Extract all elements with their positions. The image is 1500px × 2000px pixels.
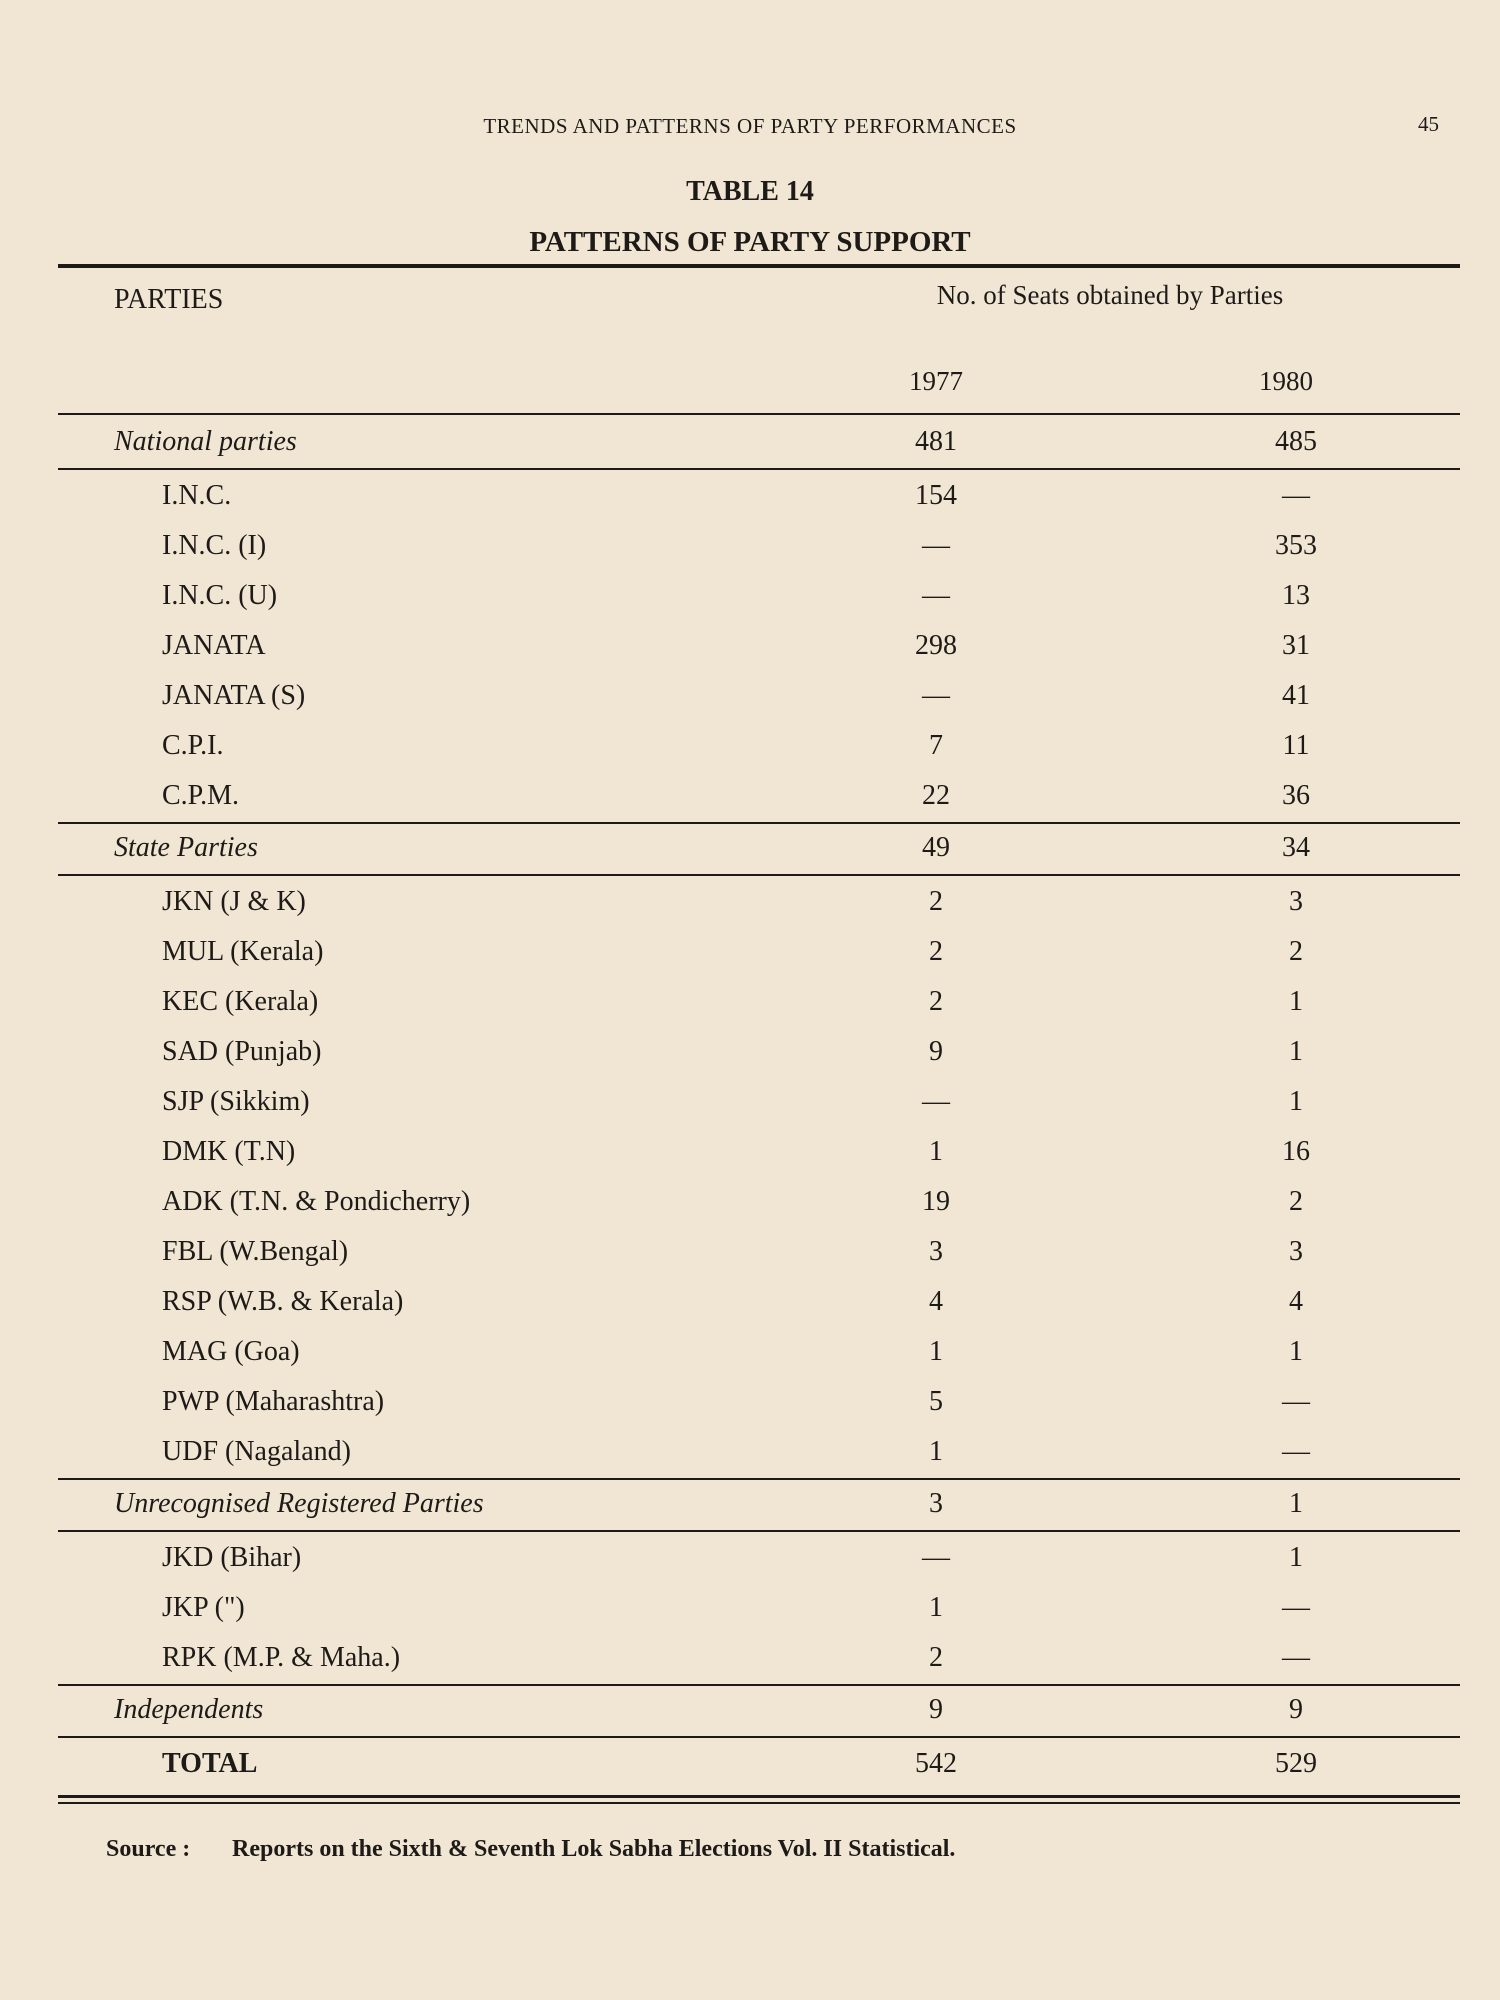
section-rule: [58, 874, 1460, 876]
seats-1977: 1: [929, 1336, 943, 1367]
seats-1980: 485: [1275, 426, 1317, 457]
group-row-national: [0, 426, 1500, 470]
party-name: UDF (Nagaland): [162, 1436, 351, 1467]
seats-1980: 4: [1289, 1286, 1303, 1317]
seats-1980: 3: [1289, 1236, 1303, 1267]
seats-1980: 31: [1282, 630, 1310, 661]
source-text: Reports on the Sixth & Seventh Lok Sabha Elections Vol. II Statistical.: [232, 1836, 956, 1862]
section-rule: [58, 1478, 1460, 1480]
party-name: National parties: [114, 426, 297, 457]
seats-1980: 1: [1289, 986, 1303, 1017]
header-bottom-rule: [58, 413, 1460, 415]
seats-1977: 481: [915, 426, 957, 457]
seats-1980: 529: [1275, 1748, 1317, 1779]
seats-1980: 1: [1289, 1086, 1303, 1117]
seats-1980: 353: [1275, 530, 1317, 561]
party-name: PWP (Maharashtra): [162, 1386, 385, 1417]
header-seats: No. of Seats obtained by Parties: [936, 280, 1284, 310]
seats-1977: —: [922, 530, 950, 561]
seats-1980: —: [1282, 1642, 1310, 1673]
seats-1977: 22: [922, 780, 950, 811]
party-name: RPK (M.P. & Maha.): [162, 1642, 401, 1673]
seats-1980: 36: [1282, 780, 1310, 811]
party-name: JANATA: [162, 630, 266, 661]
party-name: JKN (J & K): [162, 886, 306, 917]
party-name: TOTAL: [162, 1748, 258, 1779]
table-row: [0, 1436, 1500, 1480]
table-top-rule: [58, 264, 1460, 268]
party-name: JKD (Bihar): [162, 1542, 302, 1573]
party-name: ADK (T.N. & Pondicherry): [162, 1186, 471, 1217]
table-row: [0, 780, 1500, 824]
table-row: [0, 1592, 1500, 1636]
table-row: [0, 1386, 1500, 1430]
section-rule: [58, 468, 1460, 470]
group-row-state: [0, 832, 1500, 876]
table-row: [0, 1336, 1500, 1380]
seats-1977: 7: [929, 730, 943, 761]
party-name: I.N.C. (U): [162, 580, 278, 611]
table-row: [0, 1542, 1500, 1586]
table-row: [0, 1286, 1500, 1330]
section-rule: [58, 1684, 1460, 1686]
table-number: TABLE 14: [686, 176, 814, 207]
party-name: SAD (Punjab): [162, 1036, 322, 1067]
section-rule: [58, 822, 1460, 824]
seats-1977: —: [922, 580, 950, 611]
seats-1977: 9: [929, 1694, 943, 1725]
table-row: [0, 1642, 1500, 1686]
seats-1977: 2: [929, 886, 943, 917]
party-name: I.N.C. (I): [162, 530, 267, 561]
seats-1977: 49: [922, 832, 950, 863]
seats-1980: 41: [1282, 680, 1310, 711]
table-row: [0, 1086, 1500, 1130]
seats-1977: 3: [929, 1488, 943, 1519]
party-name: MUL (Kerala): [162, 936, 324, 967]
party-name: FBL (W.Bengal): [162, 1236, 349, 1267]
seats-1980: 9: [1289, 1694, 1303, 1725]
seats-1980: 1: [1289, 1036, 1303, 1067]
party-name: RSP (W.B. & Kerala): [162, 1286, 404, 1317]
table-row: [0, 680, 1500, 724]
seats-1977: 2: [929, 986, 943, 1017]
seats-1980: 1: [1289, 1488, 1303, 1519]
seats-1980: —: [1282, 480, 1310, 511]
party-name: KEC (Kerala): [162, 986, 319, 1017]
party-name: JKP ("): [162, 1592, 245, 1623]
table-row: [0, 1036, 1500, 1080]
source-note: [106, 1836, 955, 1863]
party-name: C.P.I.: [162, 730, 224, 761]
table-bottom-rule: [58, 1795, 1460, 1798]
seats-1977: 2: [929, 1642, 943, 1673]
party-name: MAG (Goa): [162, 1336, 300, 1367]
seats-1977: 1: [929, 1436, 943, 1467]
seats-1980: —: [1282, 1592, 1310, 1623]
seats-1980: —: [1282, 1436, 1310, 1467]
seats-1977: 1: [929, 1592, 943, 1623]
party-name: DMK (T.N): [162, 1136, 296, 1167]
table-row: [0, 480, 1500, 524]
table-row: [0, 630, 1500, 674]
party-name: C.P.M.: [162, 780, 240, 811]
seats-1977: 542: [915, 1748, 957, 1779]
seats-1980: 2: [1289, 936, 1303, 967]
seats-1980: 3: [1289, 886, 1303, 917]
party-name: SJP (Sikkim): [162, 1086, 310, 1117]
table-row: [0, 580, 1500, 624]
seats-1980: 13: [1282, 580, 1310, 611]
seats-1977: 5: [929, 1386, 943, 1417]
header-parties: PARTIES: [114, 284, 224, 315]
party-name: I.N.C.: [162, 480, 232, 511]
page-number: 45: [1418, 112, 1439, 136]
seats-1980: 2: [1289, 1186, 1303, 1217]
header-year-1977: 1977: [909, 366, 963, 396]
seats-1977: —: [922, 680, 950, 711]
seats-1980: 11: [1282, 730, 1310, 761]
seats-1977: 19: [922, 1186, 950, 1217]
seats-1980: 1: [1289, 1542, 1303, 1573]
seats-1980: 1: [1289, 1336, 1303, 1367]
seats-1977: 1: [929, 1136, 943, 1167]
seats-1977: —: [922, 1542, 950, 1573]
source-label: Source :: [106, 1836, 191, 1862]
table-row: [0, 730, 1500, 774]
seats-1980: 16: [1282, 1136, 1310, 1167]
section-rule: [58, 1530, 1460, 1532]
table-row: [0, 886, 1500, 930]
section-rule: [58, 1736, 1460, 1738]
total-row: [0, 1748, 1500, 1792]
table-row: [0, 1136, 1500, 1180]
seats-1977: 3: [929, 1236, 943, 1267]
seats-1977: 4: [929, 1286, 943, 1317]
party-name: Independents: [114, 1694, 264, 1725]
seats-1977: 9: [929, 1036, 943, 1067]
seats-1980: —: [1282, 1386, 1310, 1417]
running-head: TRENDS AND PATTERNS OF PARTY PERFORMANCES: [483, 114, 1017, 138]
table-row: [0, 986, 1500, 1030]
seats-1977: —: [922, 1086, 950, 1117]
seats-1977: 298: [915, 630, 957, 661]
header-year-1980: 1980: [1259, 366, 1313, 396]
group-row-unrecognised: [0, 1488, 1500, 1532]
table-row: [0, 1186, 1500, 1230]
table-row: [0, 936, 1500, 980]
seats-1977: 2: [929, 936, 943, 967]
table-row: [0, 1236, 1500, 1280]
table-title: PATTERNS OF PARTY SUPPORT: [529, 226, 971, 258]
seats-1980: 34: [1282, 832, 1310, 863]
party-name: Unrecognised Registered Parties: [114, 1488, 484, 1519]
seats-1977: 154: [915, 480, 957, 511]
party-name: State Parties: [114, 832, 258, 863]
party-name: JANATA (S): [162, 680, 306, 711]
table-bottom-rule-2: [58, 1802, 1460, 1804]
group-row-independents: [0, 1694, 1500, 1738]
table-row: [0, 530, 1500, 574]
